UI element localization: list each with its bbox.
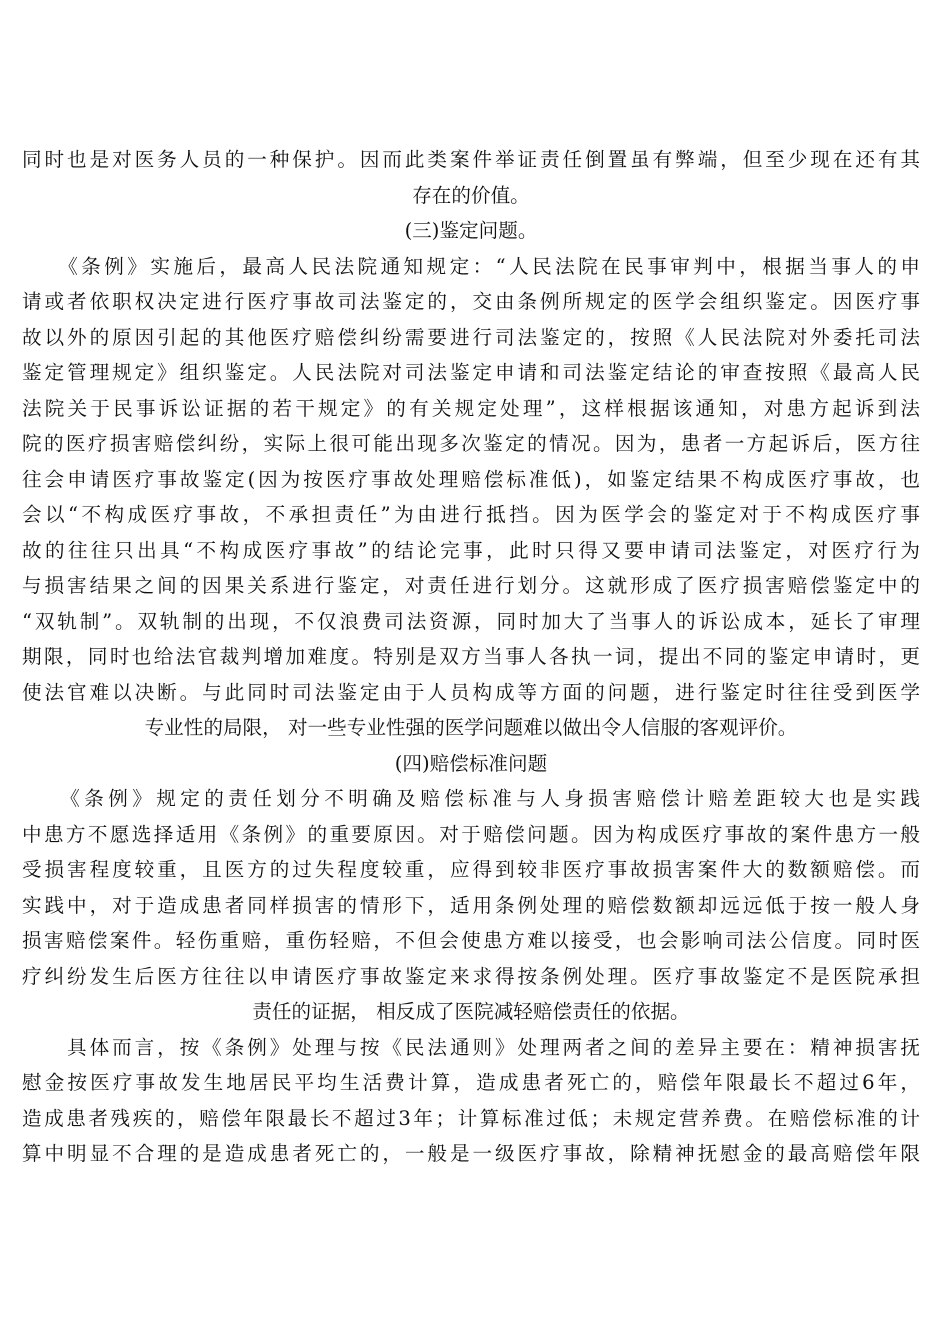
paragraph-line: 鉴定管理规定》组织鉴定。人民法院对司法鉴定申请和司法鉴定结论的审查按照《最高人民 bbox=[22, 361, 920, 384]
document-page bbox=[22, 142, 920, 1172]
paragraph-line: 会以“不构成医疗事故，不承担责任”为由进行抵挡。因为医学会的鉴定对于不构成医疗事 bbox=[22, 503, 920, 526]
paragraph-line: 中患方不愿选择适用《条例》的重要原因。对于赔偿问题。因为构成医疗事故的案件患方一般 bbox=[22, 822, 920, 846]
paragraph-line: 与损害结果之间的因果关系进行鉴定，对责任进行划分。这就形成了医疗损害赔偿鉴定中的 bbox=[22, 574, 920, 597]
paragraph-line: 请或者依职权决定进行医疗事故司法鉴定的，交由条例所规定的医学会组织鉴定。因医疗事 bbox=[22, 290, 920, 313]
paragraph-line: 专业性的局限， 对一些专业性强的医学问题难以做出令人信服的客观评价。 bbox=[144, 716, 798, 739]
paragraph-line: 故的往往只出具“不构成医疗事故”的结论完事，此时只得又要申请司法鉴定，对医疗行为 bbox=[22, 538, 920, 562]
paragraph-line: 责任的证据， 相反成了医院减轻赔偿责任的依据。 bbox=[252, 1000, 690, 1023]
paragraph-line: 算中明显不合理的是造成患者死亡的，一般是一级医疗事故，除精神抚慰金的最高赔偿年限 bbox=[22, 1142, 920, 1165]
paragraph-line: 《条例》实施后，最高人民法院通知规定：“人民法院在民事审判中，根据当事人的申 bbox=[22, 254, 920, 278]
paragraph-line: 损害赔偿案件。轻伤重赔，重伤轻赔，不但会使患方难以接受，也会影响司法公信度。同时医 bbox=[22, 929, 920, 952]
paragraph-line: 《条例》规定的责任划分不明确及赔偿标准与人身损害赔偿计赔差距较大也是实践 bbox=[22, 787, 920, 810]
paragraph-line: 法院关于民事诉讼证据的若干规定》的有关规定处理”，这样根据该通知，对患方起诉到法 bbox=[22, 396, 920, 420]
paragraph-line: 受损害程度较重，且医方的过失程度较重，应得到较非医疗事故损害案件大的数额赔偿。而 bbox=[22, 858, 920, 881]
paragraph-line: 实践中，对于造成患者同样损害的情形下，适用条例处理的赔偿数额却远远低于按一般人身 bbox=[22, 893, 920, 917]
section-heading-4: (四)赔偿标准问题 bbox=[394, 751, 548, 775]
paragraph-line: 慰金按医疗事故发生地居民平均生活费计算，造成患者死亡的，赔偿年限最长不超过6年， bbox=[22, 1071, 920, 1094]
paragraph-line: 造成患者残疾的，赔偿年限最长不超过3年；计算标准过低；未规定营养费。在赔偿标准的计 bbox=[22, 1106, 920, 1130]
paragraph-line: 疗纠纷发生后医方往往以申请医疗事故鉴定来求得按条例处理。医疗事故鉴定不是医院承担 bbox=[22, 964, 920, 988]
paragraph-line: “双轨制”。双轨制的出现，不仅浪费司法资源，同时加大了当事人的诉讼成本，延长了审理 bbox=[22, 609, 920, 633]
paragraph-line: 具体而言，按《条例》处理与按《民法通则》处理两者之间的差异主要在：精神损害抚 bbox=[22, 1035, 920, 1059]
paragraph-line: 往会申请医疗事故鉴定(因为按医疗事故处理赔偿标准低)，如鉴定结果不构成医疗事故，也 bbox=[22, 467, 920, 491]
paragraph-line: 存在的价值。 bbox=[412, 183, 530, 207]
paragraph-line: 使法官难以决断。与此同时司法鉴定由于人员构成等方面的问题，进行鉴定时往往受到医学 bbox=[22, 680, 920, 704]
paragraph-line: 故以外的原因引起的其他医疗赔偿纠纷需要进行司法鉴定的，按照《人民法院对外委托司法 bbox=[22, 325, 920, 349]
paragraph-line: 院的医疗损害赔偿纠纷，实际上很可能出现多次鉴定的情况。因为，患者一方起诉后，医方往 bbox=[22, 432, 920, 455]
paragraph-line: 期限，同时也给法官裁判增加难度。特别是双方当事人各执一词，提出不同的鉴定申请时，更 bbox=[22, 645, 920, 668]
paragraph-line: 同时也是对医务人员的一种保护。因而此类案件举证责任倒置虽有弊端，但至少现在还有其 bbox=[22, 148, 920, 171]
section-heading-3: (三)鉴定问题。 bbox=[404, 219, 538, 242]
